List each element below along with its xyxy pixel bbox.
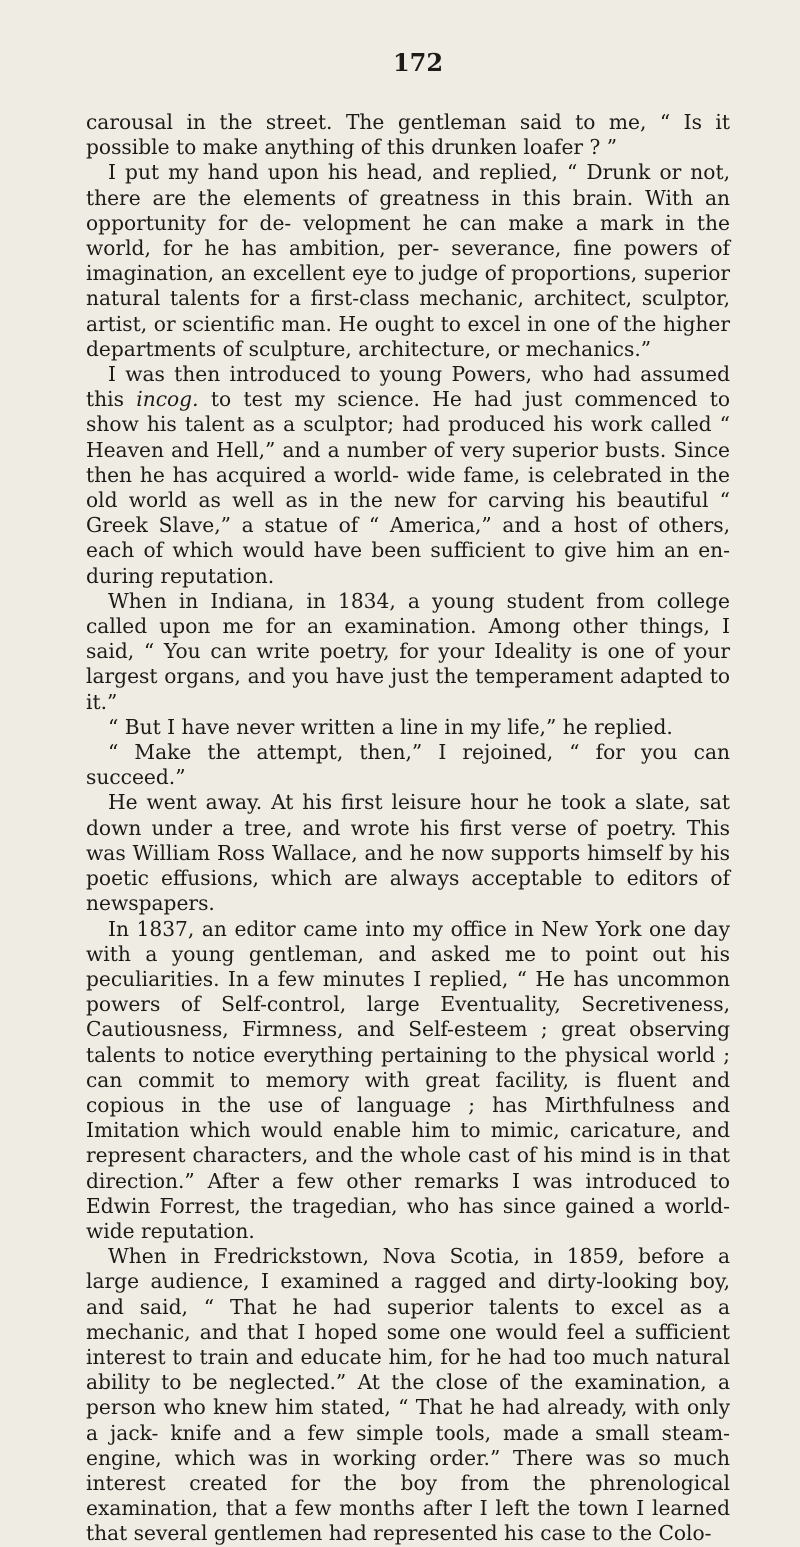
paragraph-powers-after: to test my science. He had just commenced to show his talent as a sculptor; had produced his work called “ Heaven and Hell,” and a number of very superior busts. Since then he has acquired a world- wide fame, is celebrated in the old world as well as in the new for carving his beautiful “ Greek Slave,” a statue of “ America,” and a host of others, each of which would have been sufficient to give him an en- during reputation. bbox=[86, 387, 730, 588]
paragraph-forrest: In 1837, an editor came into my office in New York one day with a young gentleman, and asked me to point out his peculiarities. In a few minutes I replied, “ He has uncommon powers of Self-control, large Eventuality, Secretiveness, Cautiousness, Firmness, and Self-esteem ; great observing talents to notice everything pertaining to the physical world ; can commit to memory with great facility, is fluent and copious in the use of language ; has Mirthfulness and Imitation which would enable him to mimic, caricature, and represent characters, and the whole cast of his mind is in that direction.” After a few other remarks I was introduced to Edwin Forrest, the tragedian, who has since gained a world-wide reputation. bbox=[86, 916, 730, 1243]
paragraph-nova-scotia: When in Fredrickstown, Nova Scotia, in 1859, before a large audience, I examined a ragged and dirty-looking boy, and said, “ That he had superior talents to excel as a mechanic, and that I hoped some one would feel a sufficient interest to train and educate him, for he had too much natural ability to be neglected.” At the close of the examination, a person who knew him stated, “ That he had already, with only a jack- knife and a few simple tools, made a small steam-engine, which was in working order.” There was so much interest created for the boy from the phrenological examination, that a few months after I left the town I learned that several gentlemen had represented his case to the Colo- bbox=[86, 1244, 730, 1546]
paragraph-powers-italic: incog. bbox=[136, 387, 199, 412]
paragraph-never-written: “ But I have never written a line in my life,” he replied. bbox=[108, 714, 673, 739]
paragraph-make-attempt: “ Make the attempt, then,” I rejoined, “ for you can succeed.” bbox=[86, 740, 730, 790]
body-text bbox=[86, 110, 730, 1547]
paragraph-wallace: He went away. At his first leisure hour he took a slate, sat down under a tree, and wrote his first verse of poetry. This was William Ross Wallace, and he now supports himself by his poetic effusions, which are always acceptable to editors of newspapers. bbox=[86, 790, 730, 916]
paragraph-indiana: When in Indiana, in 1834, a young student from college called upon me for an examination. Among other things, I said, “ You can write poetry, for your Ideality is one of your largest organs, and you have just the temperament adapted to it.” bbox=[86, 588, 730, 714]
paragraph-drunk-or-not: I put my hand upon his head, and replied, “ Drunk or not, there are the elements of greatness in this brain. With an opportunity for de- velopment he can make a mark in the world, for he has ambition, per- severance, fine powers of imagination, an excellent eye to judge of proportions, superior natural talents for a first-class mechanic, architect, sculptor, artist, or scientific man. He ought to excel in one of the higher departments of sculpture, architecture, or mechanics.” bbox=[86, 160, 730, 361]
paragraph-carousal: carousal in the street. The gentleman said to me, “ Is it possible to make anything of this drunken loafer ? ” bbox=[86, 110, 730, 160]
page-number: 172 bbox=[392, 48, 444, 77]
paragraph-powers-before: I was then introduced to young Powers, who had assumed this bbox=[86, 362, 730, 412]
paragraph-powers bbox=[86, 362, 730, 589]
